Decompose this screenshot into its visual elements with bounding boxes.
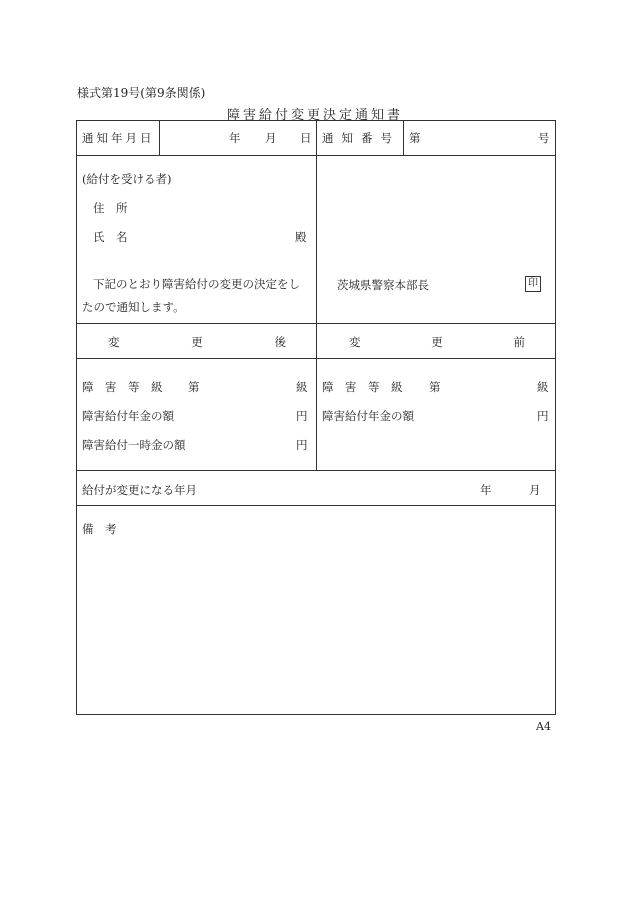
change-date-label: 給付が変更になる年月 bbox=[82, 483, 197, 497]
after-header-char: 変 bbox=[108, 335, 120, 349]
before-header-char: 変 bbox=[349, 335, 361, 349]
honorific: 殿 bbox=[295, 230, 307, 244]
remarks-label: 備 考 bbox=[82, 522, 117, 536]
before-grade-prefix: 第 bbox=[429, 380, 441, 394]
form-number: 様式第19号(第9条関係) bbox=[77, 86, 206, 100]
after-header-char: 更 bbox=[191, 335, 203, 349]
after-grade-field[interactable]: 級 bbox=[296, 380, 308, 394]
notice-number-label: 通知番号 bbox=[322, 131, 400, 145]
after-lump-sum-label: 障害給付一時金の額 bbox=[82, 438, 186, 452]
document-title: 障害給付変更決定通知書 bbox=[226, 108, 403, 123]
before-pension-field[interactable]: 円 bbox=[537, 409, 549, 423]
col-divider bbox=[316, 120, 317, 470]
after-header-char: 後 bbox=[274, 335, 286, 349]
notice-year-field[interactable]: 年 bbox=[229, 131, 241, 145]
after-pension-label: 障害給付年金の額 bbox=[82, 409, 174, 423]
seal-mark: 印 bbox=[525, 276, 541, 292]
after-grade-prefix: 第 bbox=[188, 380, 200, 394]
row-divider bbox=[76, 505, 556, 506]
notice-number-field[interactable]: 号 bbox=[538, 131, 550, 145]
after-grade-label: 障 害 等 級 bbox=[82, 380, 163, 394]
address-label: 住 所 bbox=[93, 201, 128, 215]
col-divider bbox=[159, 120, 160, 155]
notice-day-field[interactable]: 日 bbox=[300, 131, 312, 145]
before-pension-label: 障害給付年金の額 bbox=[322, 409, 414, 423]
notice-date-label: 通知年月日 bbox=[82, 131, 155, 145]
notice-message-line-1: 下記のとおり障害給付の変更の決定をし bbox=[93, 277, 300, 291]
notice-number-prefix: 第 bbox=[409, 131, 421, 145]
before-grade-field[interactable]: 級 bbox=[537, 380, 549, 394]
after-change-header bbox=[108, 334, 286, 350]
before-header-char: 更 bbox=[431, 335, 443, 349]
col-divider bbox=[403, 120, 404, 155]
before-change-header bbox=[349, 334, 525, 350]
name-label: 氏 名 bbox=[93, 230, 128, 244]
before-header-char: 前 bbox=[513, 335, 525, 349]
issuer-name: 茨城県警察本部長 bbox=[337, 278, 429, 292]
paper-size-label: A4 bbox=[536, 720, 551, 733]
change-month-field[interactable]: 月 bbox=[529, 483, 541, 497]
notice-month-field[interactable]: 月 bbox=[265, 131, 277, 145]
after-lump-sum-field[interactable]: 円 bbox=[296, 438, 308, 452]
change-year-field[interactable]: 年 bbox=[480, 483, 492, 497]
before-grade-label: 障 害 等 級 bbox=[322, 380, 403, 394]
notice-message-line-2: たので通知します。 bbox=[82, 300, 185, 314]
recipient-heading: (給付を受ける者) bbox=[82, 172, 172, 186]
row-divider bbox=[76, 470, 556, 471]
after-pension-field[interactable]: 円 bbox=[296, 409, 308, 423]
